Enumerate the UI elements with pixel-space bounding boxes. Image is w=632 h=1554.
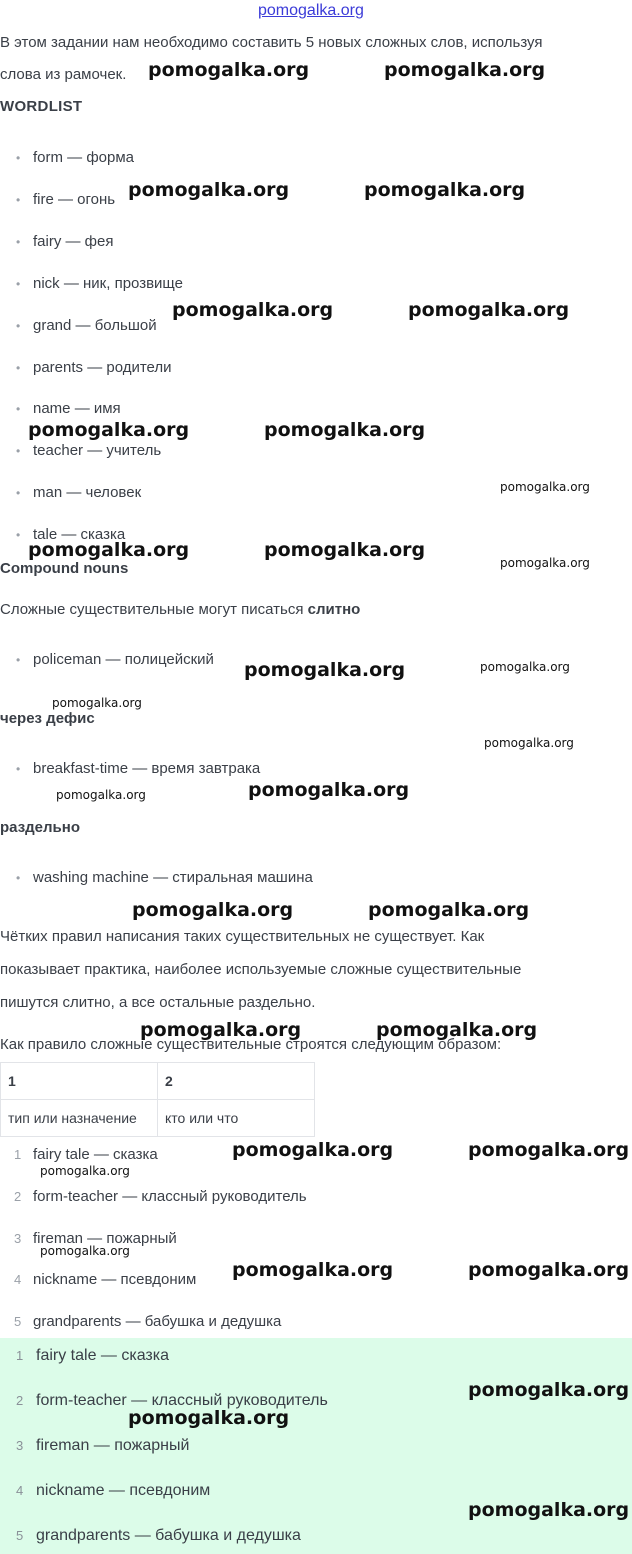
item-number: 2 [16,1393,24,1408]
watermark: pomogalka.org [128,179,290,201]
bullet-icon: • [16,528,21,542]
watermark: pomogalka.org [468,1379,630,1401]
watermark: pomogalka.org [232,1139,394,1161]
item-text: nickname — псевдоним [36,1482,211,1499]
answer-item [16,1482,210,1500]
table-cell: кто или что [158,1100,315,1137]
watermark: pomogalka.org [172,299,334,321]
table-row [1,1100,315,1137]
bullet-icon: • [16,871,21,885]
list-item-text: nick — ник, прозвище [33,275,183,292]
list-item [16,359,172,376]
watermark: pomogalka.org [40,1164,130,1178]
bullet-icon: • [16,319,21,333]
watermark: pomogalka.org [364,179,526,201]
watermark: pomogalka.org [28,539,190,561]
list-item [16,484,141,501]
list-item-text: form — форма [33,149,135,166]
watermark: pomogalka.org [128,1407,290,1429]
bullet-icon: • [16,653,21,667]
answer-item [16,1347,169,1365]
intro-line-2: слова из рамочек. [0,66,127,83]
structure-table [0,1062,315,1137]
item-text: fairy tale — сказка [33,1146,158,1163]
watermark: pomogalka.org [264,419,426,441]
watermark: pomogalka.org [248,779,410,801]
table-header-cell: 2 [158,1063,315,1100]
numbered-item [14,1313,281,1330]
bullet-icon: • [16,486,21,500]
item-number: 3 [16,1438,24,1453]
watermark: pomogalka.org [468,1499,630,1521]
table-header-row [1,1063,315,1100]
watermark: pomogalka.org [408,299,570,321]
intro-line-1: В этом задании нам необходимо составить 5 новых сложных слов, используя [0,34,543,51]
example-hyphen-text: breakfast-time — время завтрака [33,760,261,777]
item-text: fairy tale — сказка [36,1347,170,1364]
item-number: 5 [16,1528,24,1543]
compound-intro-bold: слитно [307,601,361,618]
list-item-text: parents — родители [33,359,172,376]
list-item-text: grand — большой [33,317,157,334]
list-item [16,149,134,166]
list-item [16,400,121,417]
item-number: 2 [14,1189,22,1204]
list-item-text: teacher — учитель [33,442,162,459]
watermark: pomogalka.org [132,899,294,921]
item-number: 5 [14,1314,22,1329]
bullet-icon: • [16,277,21,291]
item-number: 3 [14,1231,22,1246]
item-number: 4 [14,1272,22,1287]
bullet-icon: • [16,762,21,776]
numbered-item [14,1146,158,1163]
hyphen-heading: через дефис [0,710,95,727]
watermark: pomogalka.org [40,1244,130,1258]
numbered-item [14,1271,196,1288]
item-text: fireman — пожарный [36,1437,190,1454]
watermark: pomogalka.org [468,1139,630,1161]
item-text: nickname — псевдоним [33,1271,197,1288]
bullet-icon: • [16,151,21,165]
watermark: pomogalka.org [244,659,406,681]
example-hyphen [16,760,260,777]
watermark: pomogalka.org [232,1259,394,1281]
watermark: pomogalka.org [376,1019,538,1041]
item-number: 1 [16,1348,24,1363]
watermark: pomogalka.org [368,899,530,921]
list-item-text: name — имя [33,400,121,417]
answer-item [16,1527,301,1545]
watermark: pomogalka.org [484,736,574,750]
item-text: fireman — пожарный [33,1230,177,1247]
rules-line-1: Чётких правил написания таких существительных не существует. Как [0,928,485,945]
table-cell: тип или назначение [1,1100,158,1137]
site-link[interactable]: pomogalka.org [258,2,364,19]
numbered-item [14,1188,307,1205]
watermark: pomogalka.org [28,419,190,441]
example-solid [16,651,214,668]
example-separate [16,869,313,886]
item-text: grandparents — бабушка и дедушка [33,1313,282,1330]
rules-line-3: пишутся слитно, а все остальные раздельно. [0,994,316,1011]
watermark: pomogalka.org [500,556,590,570]
example-separate-text: washing machine — стиральная машина [33,869,313,886]
separate-heading: раздельно [0,819,80,836]
list-item [16,233,113,250]
compound-heading: Compound nouns [0,560,129,577]
watermark: pomogalka.org [384,59,546,81]
bullet-icon: • [16,235,21,249]
answer-item [16,1437,189,1455]
compound-intro [0,601,360,618]
list-item [16,442,161,459]
watermark: pomogalka.org [264,539,426,561]
watermark: pomogalka.org [56,788,146,802]
list-item-text: tale — сказка [33,526,126,543]
watermark: pomogalka.org [500,480,590,494]
item-text: grandparents — бабушка и дедушка [36,1527,301,1544]
watermark: pomogalka.org [140,1019,302,1041]
example-solid-text: policeman — полицейский [33,651,214,668]
bullet-icon: • [16,444,21,458]
structure-intro: Как правило сложные существительные строятся следующим образом: [0,1036,502,1053]
watermark: pomogalka.org [148,59,310,81]
list-item-text: man — человек [33,484,142,501]
list-item [16,317,157,334]
watermark: pomogalka.org [468,1259,630,1281]
bullet-icon: • [16,402,21,416]
item-text: form-teacher — классный руководитель [33,1188,307,1205]
rules-line-2: показывает практика, наиболее используемые сложные существительные [0,961,522,978]
list-item-text: fairy — фея [33,233,114,250]
item-number: 1 [14,1147,22,1162]
item-number: 4 [16,1483,24,1498]
watermark: pomogalka.org [480,660,570,674]
list-item [16,191,115,208]
bullet-icon: • [16,193,21,207]
table-header-cell: 1 [1,1063,158,1100]
list-item-text: fire — огонь [33,191,116,208]
list-item [16,275,183,292]
bullet-icon: • [16,361,21,375]
wordlist-heading: WORDLIST [0,98,83,115]
compound-intro-text: Сложные существительные могут писаться [0,601,308,618]
item-text: form-teacher — классный руководитель [36,1392,328,1409]
watermark: pomogalka.org [52,696,142,710]
